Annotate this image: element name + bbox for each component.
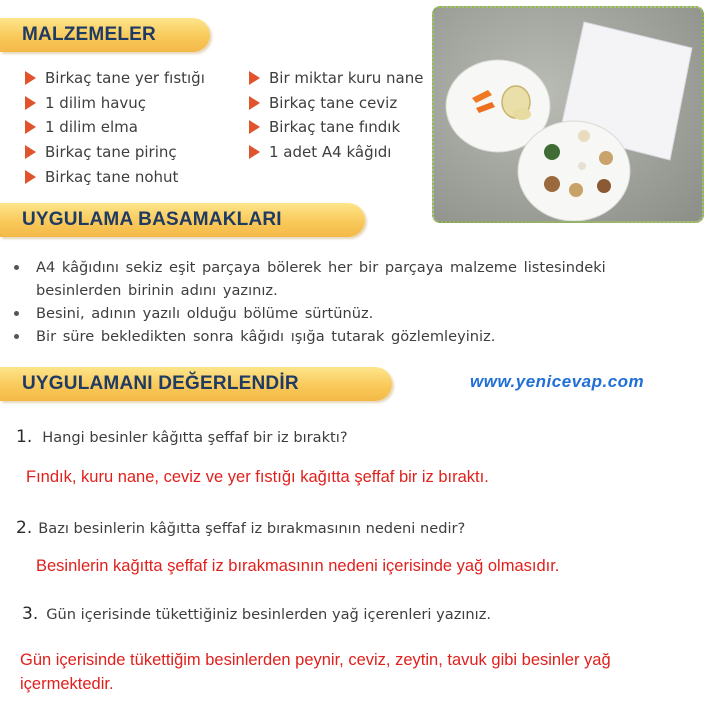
answer-2: Besinlerin kağıtta şeffaf iz bırakmasının nedeni içerisinde yağ olmasıdır. <box>36 557 560 575</box>
list-item: 1 dilim havuç <box>25 91 205 116</box>
list-item: 1 adet A4 kâğıdı <box>249 140 423 165</box>
steps-heading-text: UYGULAMA BASAMAKLARI <box>22 209 282 230</box>
bullet-triangle-icon <box>249 71 260 85</box>
question-number: 2. <box>16 518 33 538</box>
list-item: Bir miktar kuru nane <box>249 66 423 91</box>
question-number: 1. <box>16 427 33 447</box>
question-text: Gün içerisinde tükettiğiniz besinlerden yağ içerenleri yazınız. <box>46 606 492 623</box>
evaluate-heading-text: UYGULAMANI DEĞERLENDİR <box>22 373 299 394</box>
list-item: 1 dilim elma <box>25 115 205 140</box>
materials-list-left <box>25 66 205 189</box>
bullet-triangle-icon <box>25 71 36 85</box>
question-text: Bazı besinlerin kâğıtta şeffaf iz bırakmasının nedeni nedir? <box>38 520 466 537</box>
question-3 <box>22 604 491 624</box>
step-item: Bir süre bekledikten sonra kâğıdı ışığa tutarak gözlemleyiniz. <box>10 325 690 348</box>
materials-heading-text: MALZEMELER <box>22 24 156 45</box>
step-item: Besini, adının yazılı olduğu bölüme sürtünüz. <box>10 302 690 325</box>
materials-heading <box>0 18 210 52</box>
bullet-triangle-icon <box>249 96 260 110</box>
list-item: Birkaç tane nohut <box>25 164 205 189</box>
steps-list <box>10 256 690 348</box>
bullet-dot-icon <box>14 334 19 339</box>
question-1 <box>16 427 348 447</box>
question-text: Hangi besinler kâğıtta şeffaf bir iz bıraktı? <box>42 429 348 446</box>
list-item: Birkaç tane fındık <box>249 115 423 140</box>
materials-photo <box>432 6 704 223</box>
materials-list-right <box>249 66 423 164</box>
bullet-triangle-icon <box>25 170 36 184</box>
bullet-dot-icon <box>14 311 19 316</box>
plate-right <box>518 121 630 221</box>
bullet-triangle-icon <box>249 120 260 134</box>
step-item: A4 kâğıdını sekiz eşit parçaya bölerek her bir parçaya malzeme listesindeki besinlerden birinin adını yazınız. <box>10 256 690 302</box>
steps-heading <box>0 203 365 237</box>
answer-1: Fındık, kuru nane, ceviz ve yer fıstığı kağıtta şeffaf bir iz bıraktı. <box>26 468 489 486</box>
bullet-triangle-icon <box>25 96 36 110</box>
question-2 <box>16 518 465 538</box>
list-item: Birkaç tane yer fıstığı <box>25 66 205 91</box>
bullet-triangle-icon <box>249 145 260 159</box>
question-number: 3. <box>22 604 39 624</box>
website-link[interactable]: www.yenicevap.com <box>470 372 645 391</box>
bullet-triangle-icon <box>25 120 36 134</box>
bullet-triangle-icon <box>25 145 36 159</box>
materials-photo-illustration <box>434 8 702 221</box>
answer-3: Gün içerisinde tükettiğim besinlerden peynir, ceviz, zeytin, tavuk gibi besinler yağ içermektedir. <box>20 651 611 693</box>
list-item: Birkaç tane ceviz <box>249 91 423 116</box>
bullet-dot-icon <box>14 265 19 270</box>
evaluate-heading <box>0 367 392 401</box>
list-item: Birkaç tane pirinç <box>25 140 205 165</box>
